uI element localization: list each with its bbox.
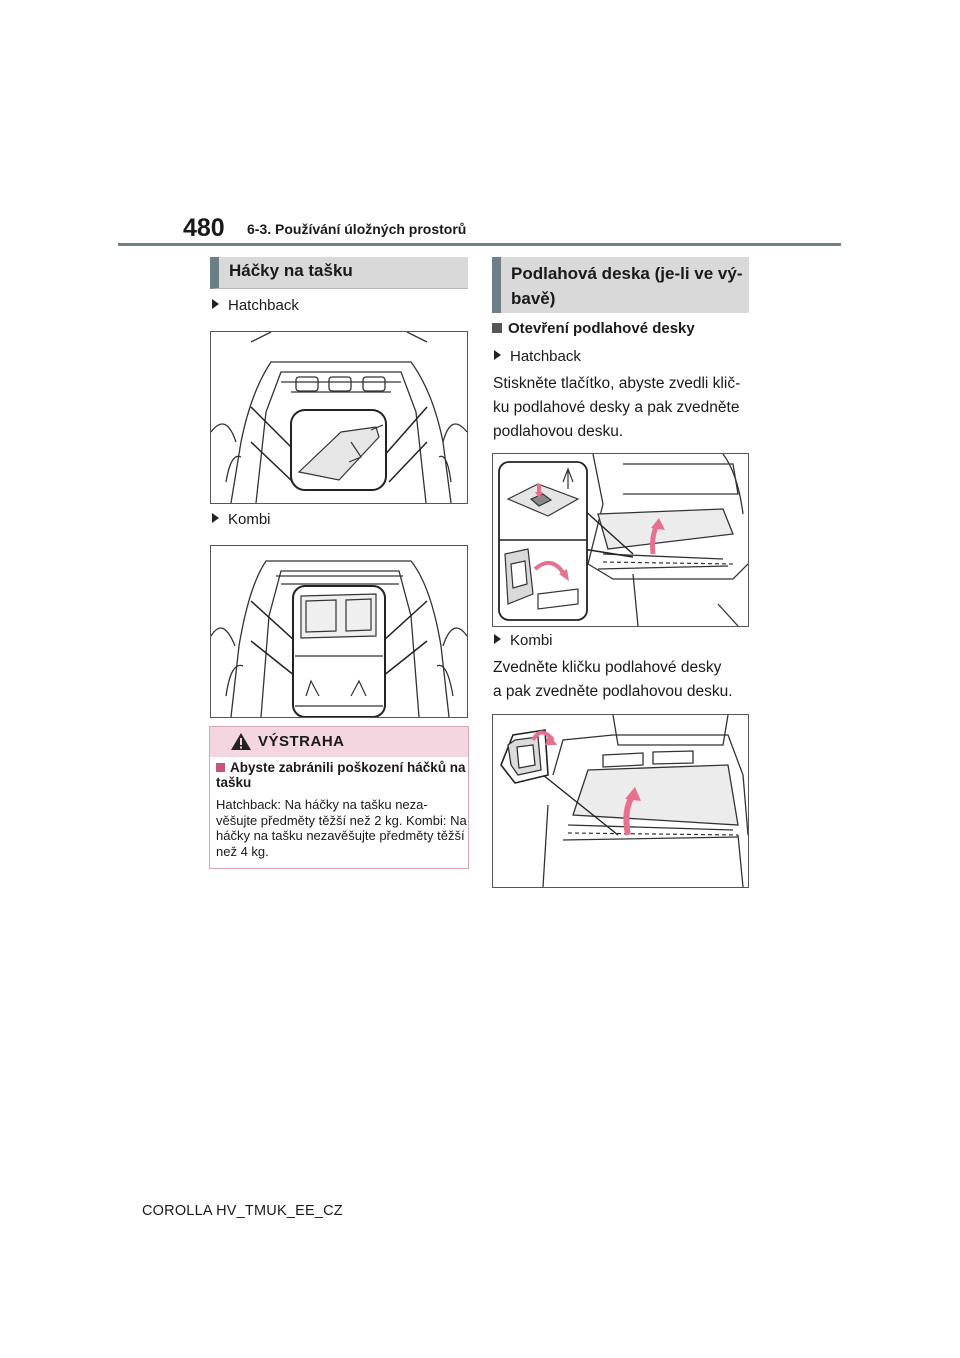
- warning-box: [209, 726, 469, 869]
- square-bullet-icon: [216, 763, 225, 772]
- subsection-label: Otevření podlahové desky: [508, 320, 695, 337]
- list-item-kombi-floor: [494, 632, 553, 649]
- footer-model-code: COROLLA HV_TMUK_EE_CZ: [142, 1203, 343, 1219]
- triangle-bullet-icon: [494, 350, 501, 360]
- illustration-hatchback-hooks: [210, 331, 468, 504]
- warning-header: [210, 727, 468, 757]
- paragraph-kombi-line1: Zvedněte kličku podlahové desky: [493, 659, 722, 676]
- warning-subtitle-text: Abyste zabránili poškození háčků na tašku: [216, 760, 466, 790]
- header-rule: [118, 243, 841, 246]
- item-label: Kombi: [510, 632, 553, 649]
- warning-title: VÝSTRAHA: [258, 733, 345, 750]
- list-item-kombi: [212, 511, 271, 528]
- warning-triangle-icon: [230, 732, 252, 751]
- item-label: Hatchback: [510, 348, 581, 365]
- section-heading-bag-hooks: Háčky na tašku: [210, 257, 468, 289]
- chapter-title: 6-3. Používání úložných prostorů: [247, 221, 467, 237]
- triangle-bullet-icon: [494, 634, 501, 644]
- paragraph-hatchback-instructions: Stiskněte tlačítko, abyste zvedli klič-ku podlahové desky a pak zvedněte podlahovou desku.: [493, 375, 741, 440]
- triangle-bullet-icon: [212, 299, 219, 309]
- square-bullet-icon: [492, 323, 502, 333]
- illustration-kombi-hooks: [210, 545, 468, 718]
- list-item-hatchback-floor: [494, 348, 581, 365]
- item-label: Hatchback: [228, 297, 299, 314]
- item-label: Kombi: [228, 511, 271, 528]
- list-item-hatchback: [212, 297, 299, 314]
- section-heading-floor-board: Podlahová deska (je-li ve vý-bavě): [492, 257, 749, 313]
- subsection-open-floor-board: [492, 320, 695, 337]
- warning-subtitle: [216, 760, 466, 790]
- illustration-kombi-floor-board: [492, 714, 749, 888]
- warning-text: Hatchback: Na háčky na tašku neza-věšujte předměty těžší než 2 kg. Kombi: Na háčky na tašku nezavěšujte předměty těžší než 4 kg.: [216, 797, 467, 859]
- page-number: 480: [183, 214, 225, 242]
- illustration-hatchback-floor-board: [492, 453, 749, 627]
- triangle-bullet-icon: [212, 513, 219, 523]
- paragraph-kombi-line2: a pak zvedněte podlahovou desku.: [493, 683, 733, 700]
